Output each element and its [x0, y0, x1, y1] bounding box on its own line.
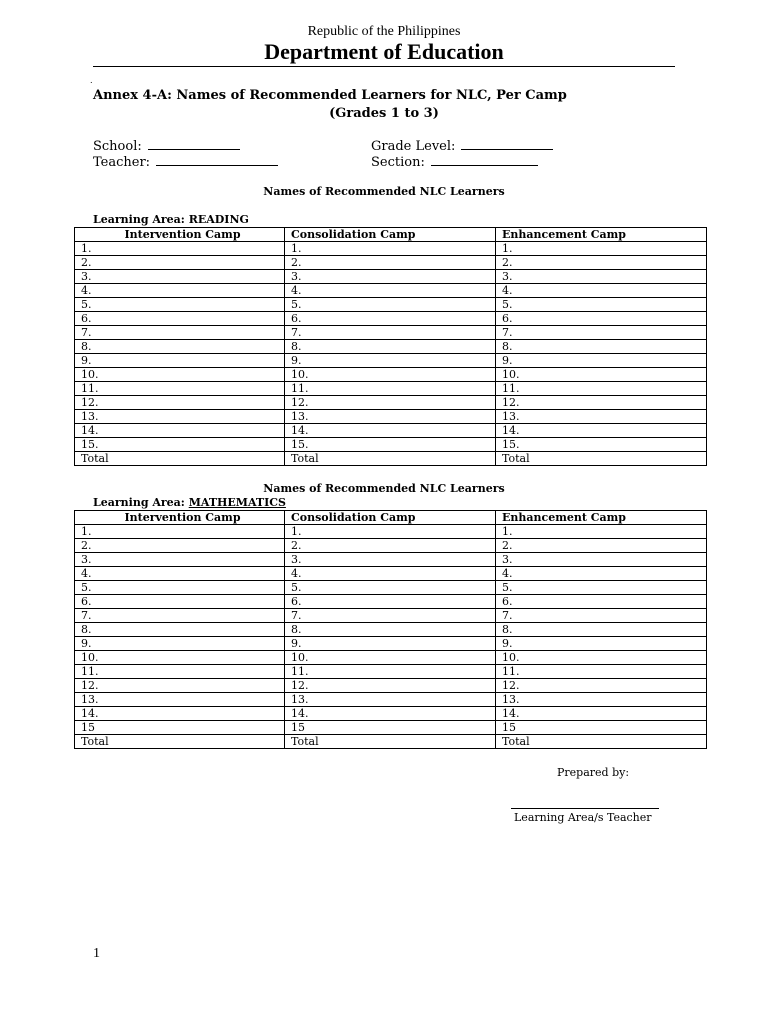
section-blank[interactable] — [431, 154, 538, 166]
enhancement-cell[interactable]: 2. — [496, 539, 707, 553]
intervention-cell[interactable]: 9. — [75, 354, 285, 368]
consolidation-cell[interactable]: Total — [285, 452, 496, 466]
column-header-intervention: Intervention Camp — [75, 228, 285, 242]
republic-heading: Republic of the Philippines — [307, 24, 461, 39]
table-row — [75, 525, 707, 539]
enhancement-cell[interactable]: 6. — [496, 595, 707, 609]
intervention-cell[interactable]: 2. — [75, 539, 285, 553]
table-row — [75, 340, 707, 354]
table-row — [75, 595, 707, 609]
reading-learning-area — [93, 213, 249, 226]
consolidation-cell[interactable]: 14. — [285, 707, 496, 721]
enhancement-cell[interactable]: 7. — [496, 326, 707, 340]
consolidation-cell[interactable]: 9. — [285, 637, 496, 651]
prepared-by-label: Prepared by: — [557, 766, 630, 779]
consolidation-cell[interactable]: 15 — [285, 721, 496, 735]
intervention-cell[interactable]: 12. — [75, 396, 285, 410]
enhancement-cell[interactable]: 15. — [496, 438, 707, 452]
intervention-cell[interactable]: 12. — [75, 679, 285, 693]
intervention-cell[interactable]: 3. — [75, 270, 285, 284]
school-label: School: — [93, 139, 142, 154]
consolidation-cell[interactable]: 12. — [285, 396, 496, 410]
table-row — [75, 326, 707, 340]
math-learning-area — [93, 496, 286, 509]
enhancement-cell[interactable]: 15 — [496, 721, 707, 735]
intervention-cell[interactable]: 5. — [75, 298, 285, 312]
math-section-title: Names of Recommended NLC Learners — [263, 482, 505, 495]
enhancement-cell[interactable]: 4. — [496, 284, 707, 298]
consolidation-cell[interactable]: 13. — [285, 693, 496, 707]
consolidation-cell[interactable]: 10. — [285, 368, 496, 382]
intervention-cell[interactable]: 11. — [75, 382, 285, 396]
intervention-cell[interactable]: 8. — [75, 340, 285, 354]
table-row — [75, 567, 707, 581]
consolidation-cell[interactable]: 11. — [285, 665, 496, 679]
teacher-label: Teacher: — [93, 155, 151, 170]
table-row — [75, 312, 707, 326]
enhancement-cell[interactable]: 12. — [496, 679, 707, 693]
table-row — [75, 424, 707, 438]
table-row — [75, 637, 707, 651]
intervention-cell[interactable]: Total — [75, 452, 285, 466]
consolidation-cell[interactable]: 5. — [285, 581, 496, 595]
total-row — [75, 452, 707, 466]
table-row — [75, 410, 707, 424]
school-field — [93, 138, 240, 154]
consolidation-cell[interactable]: 7. — [285, 326, 496, 340]
intervention-cell[interactable]: 1. — [75, 525, 285, 539]
table-row — [75, 721, 707, 735]
enhancement-cell[interactable]: 6. — [496, 312, 707, 326]
enhancement-cell[interactable]: 11. — [496, 665, 707, 679]
intervention-cell[interactable]: 6. — [75, 312, 285, 326]
table-row — [75, 707, 707, 721]
intervention-cell[interactable]: Total — [75, 735, 285, 749]
consolidation-cell[interactable]: 14. — [285, 424, 496, 438]
table-row — [75, 665, 707, 679]
enhancement-cell[interactable]: 10. — [496, 651, 707, 665]
column-header-consolidation: Consolidation Camp — [285, 228, 496, 242]
table-row — [75, 438, 707, 452]
signature-line[interactable] — [511, 808, 659, 809]
enhancement-cell[interactable]: 13. — [496, 410, 707, 424]
intervention-cell[interactable]: 15. — [75, 438, 285, 452]
total-row — [75, 735, 707, 749]
table-row — [75, 679, 707, 693]
consolidation-cell[interactable]: 8. — [285, 340, 496, 354]
enhancement-cell[interactable]: Total — [496, 735, 707, 749]
reading-area-name: READING — [188, 213, 249, 226]
section-label: Section: — [371, 155, 425, 170]
enhancement-cell[interactable]: 9. — [496, 637, 707, 651]
table-row — [75, 382, 707, 396]
table-row — [75, 581, 707, 595]
consolidation-cell[interactable]: 2. — [285, 256, 496, 270]
consolidation-cell[interactable]: 7. — [285, 609, 496, 623]
table-row — [75, 396, 707, 410]
header-rule — [93, 66, 675, 67]
enhancement-cell[interactable]: 14. — [496, 424, 707, 438]
enhancement-cell[interactable]: 7. — [496, 609, 707, 623]
consolidation-cell[interactable]: 4. — [285, 284, 496, 298]
enhancement-cell[interactable]: 5. — [496, 581, 707, 595]
school-blank[interactable] — [148, 138, 240, 150]
stray-mark: . — [90, 76, 93, 85]
consolidation-cell[interactable]: Total — [285, 735, 496, 749]
enhancement-cell[interactable]: 13. — [496, 693, 707, 707]
consolidation-cell[interactable]: 5. — [285, 298, 496, 312]
signatory-label: Learning Area/s Teacher — [514, 811, 652, 824]
reading-section-title: Names of Recommended NLC Learners — [263, 185, 505, 198]
consolidation-cell[interactable]: 6. — [285, 595, 496, 609]
table-row — [75, 609, 707, 623]
department-title: Department of Education — [264, 39, 504, 64]
intervention-cell[interactable]: 7. — [75, 326, 285, 340]
math-area-name: MATHEMATICS — [188, 496, 286, 509]
grade-level-field — [371, 138, 553, 154]
table-row — [75, 284, 707, 298]
column-header-consolidation: Consolidation Camp — [285, 511, 496, 525]
consolidation-cell[interactable]: 3. — [285, 553, 496, 567]
consolidation-cell[interactable]: 6. — [285, 312, 496, 326]
intervention-cell[interactable]: 15 — [75, 721, 285, 735]
enhancement-cell[interactable]: 3. — [496, 553, 707, 567]
table-row — [75, 242, 707, 256]
table-row — [75, 693, 707, 707]
intervention-cell[interactable]: 5. — [75, 581, 285, 595]
intervention-cell[interactable]: 14. — [75, 707, 285, 721]
page-number: 1 — [93, 946, 100, 961]
consolidation-cell[interactable]: 3. — [285, 270, 496, 284]
grade-level-blank[interactable] — [461, 138, 553, 150]
intervention-cell[interactable]: 6. — [75, 595, 285, 609]
table-row — [75, 270, 707, 284]
intervention-cell[interactable]: 4. — [75, 284, 285, 298]
intervention-cell[interactable]: 8. — [75, 623, 285, 637]
enhancement-cell[interactable]: Total — [496, 452, 707, 466]
consolidation-cell[interactable]: 2. — [285, 539, 496, 553]
enhancement-cell[interactable]: 8. — [496, 623, 707, 637]
reading-table — [74, 227, 707, 466]
column-header-enhancement: Enhancement Camp — [496, 511, 707, 525]
consolidation-cell[interactable]: 12. — [285, 679, 496, 693]
table-row — [75, 256, 707, 270]
enhancement-cell[interactable]: 11. — [496, 382, 707, 396]
enhancement-cell[interactable]: 2. — [496, 256, 707, 270]
mathematics-table — [74, 510, 707, 749]
intervention-cell[interactable]: 4. — [75, 567, 285, 581]
enhancement-cell[interactable]: 9. — [496, 354, 707, 368]
consolidation-cell[interactable]: 1. — [285, 242, 496, 256]
table-header-row — [75, 511, 707, 525]
intervention-cell[interactable]: 10. — [75, 368, 285, 382]
enhancement-cell[interactable]: 12. — [496, 396, 707, 410]
enhancement-cell[interactable]: 1. — [496, 525, 707, 539]
teacher-blank[interactable] — [156, 154, 278, 166]
consolidation-cell[interactable]: 10. — [285, 651, 496, 665]
intervention-cell[interactable]: 3. — [75, 553, 285, 567]
reading-area-label: Learning Area: — [93, 213, 189, 226]
consolidation-cell[interactable]: 15. — [285, 438, 496, 452]
consolidation-cell[interactable]: 1. — [285, 525, 496, 539]
enhancement-cell[interactable]: 3. — [496, 270, 707, 284]
enhancement-cell[interactable]: 14. — [496, 707, 707, 721]
table-row — [75, 623, 707, 637]
enhancement-cell[interactable]: 4. — [496, 567, 707, 581]
table-row — [75, 651, 707, 665]
table-row — [75, 553, 707, 567]
column-header-intervention: Intervention Camp — [75, 511, 285, 525]
enhancement-cell[interactable]: 1. — [496, 242, 707, 256]
intervention-cell[interactable]: 13. — [75, 693, 285, 707]
consolidation-cell[interactable]: 9. — [285, 354, 496, 368]
consolidation-cell[interactable]: 4. — [285, 567, 496, 581]
table-row — [75, 354, 707, 368]
annex-title: Annex 4-A: Names of Recommended Learners for NLC, Per Camp — [93, 88, 567, 103]
annex-grades: (Grades 1 to 3) — [329, 106, 439, 121]
intervention-cell[interactable]: 10. — [75, 651, 285, 665]
intervention-cell[interactable]: 14. — [75, 424, 285, 438]
math-area-label: Learning Area: — [93, 496, 189, 509]
consolidation-cell[interactable]: 11. — [285, 382, 496, 396]
grade-level-label: Grade Level: — [371, 139, 456, 154]
teacher-field — [93, 154, 278, 170]
enhancement-cell[interactable]: 5. — [496, 298, 707, 312]
table-row — [75, 539, 707, 553]
enhancement-cell[interactable]: 8. — [496, 340, 707, 354]
enhancement-cell[interactable]: 10. — [496, 368, 707, 382]
consolidation-cell[interactable]: 8. — [285, 623, 496, 637]
section-field — [371, 154, 538, 170]
consolidation-cell[interactable]: 13. — [285, 410, 496, 424]
intervention-cell[interactable]: 7. — [75, 609, 285, 623]
column-header-enhancement: Enhancement Camp — [496, 228, 707, 242]
intervention-cell[interactable]: 1. — [75, 242, 285, 256]
intervention-cell[interactable]: 13. — [75, 410, 285, 424]
table-row — [75, 298, 707, 312]
table-row — [75, 368, 707, 382]
intervention-cell[interactable]: 9. — [75, 637, 285, 651]
intervention-cell[interactable]: 2. — [75, 256, 285, 270]
intervention-cell[interactable]: 11. — [75, 665, 285, 679]
table-header-row — [75, 228, 707, 242]
